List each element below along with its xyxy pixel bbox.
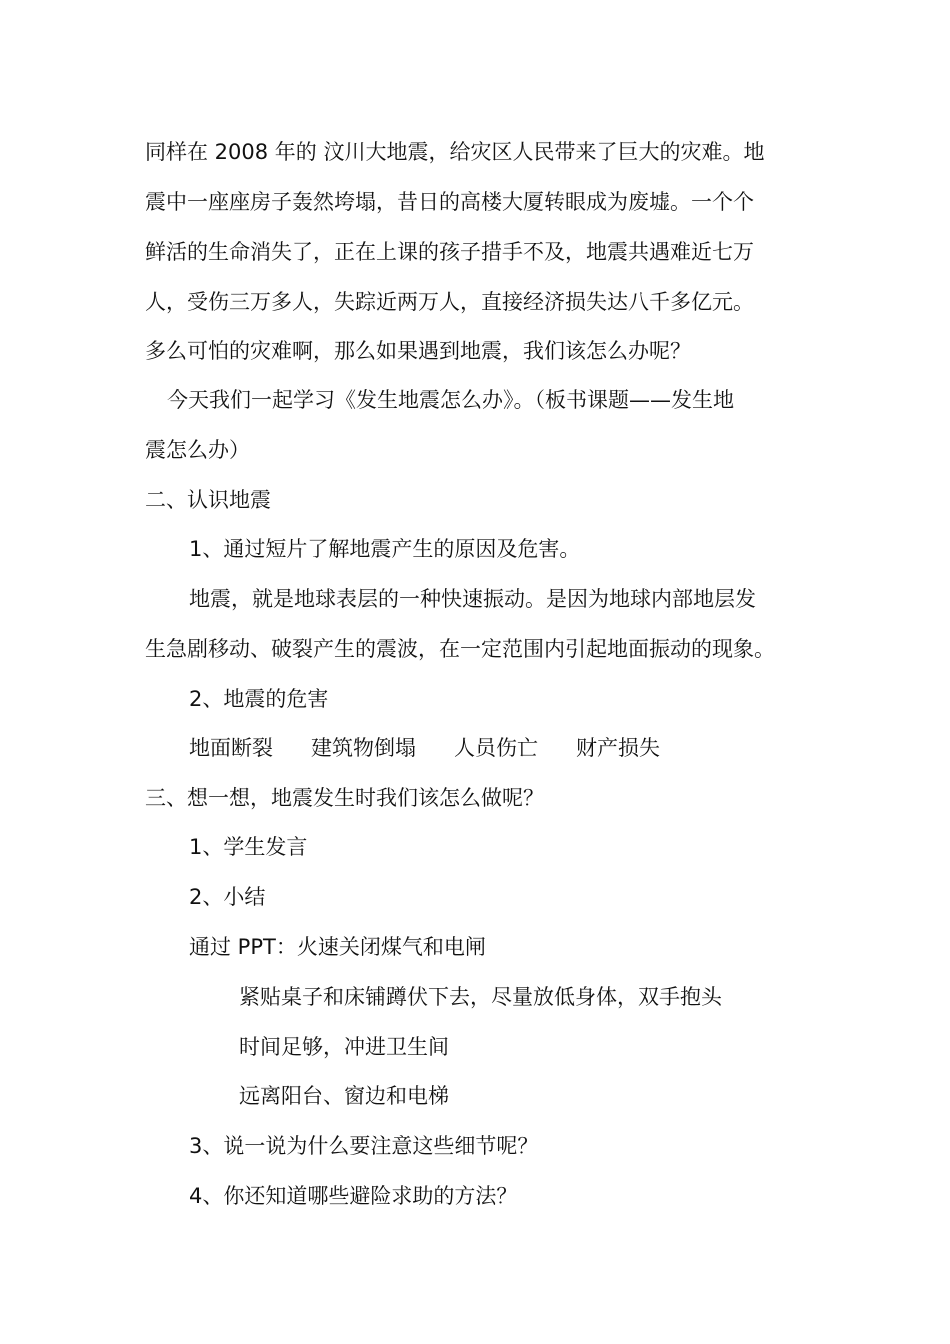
section-2-item-2: 2、地震的危害 xyxy=(189,687,329,711)
section-3-item-4: 4、你还知道哪些避险求助的方法？ xyxy=(189,1184,518,1208)
today-line-2: 震怎么办） xyxy=(145,438,250,462)
today-line-1: 今天我们一起学习《发生地震怎么办》。（板书课题——发生地 xyxy=(167,388,734,412)
ppt-point: 时间足够，冲进卫生间 xyxy=(239,1035,449,1059)
hazards-list xyxy=(189,733,660,763)
ppt-intro: 通过 PPT：火速关闭煤气和电闸 xyxy=(189,935,486,959)
section-2-heading: 二、认识地震 xyxy=(145,488,271,512)
intro-line-1: 同样在 2008 年的 汶川大地震，给灾区人民带来了巨大的灾难。地 xyxy=(145,140,765,164)
definition-line-2: 生急剧移动、破裂产生的震波，在一定范围内引起地面振动的现象。 xyxy=(145,637,775,661)
intro-line-3: 鲜活的生命消失了，正在上课的孩子措手不及，地震共遇难近七万 xyxy=(145,240,754,264)
section-3-heading: 三、想一想，地震发生时我们该怎么做呢？ xyxy=(145,786,544,810)
hazard-item: 财产损失 xyxy=(576,736,660,760)
intro-line-2: 震中一座座房子轰然垮塌，昔日的高楼大厦转眼成为废墟。一个个 xyxy=(145,190,754,214)
ppt-point: 远离阳台、窗边和电梯 xyxy=(239,1084,449,1108)
definition-line-1: 地震，就是地球表层的一种快速振动。是因为地球内部地层发 xyxy=(189,587,756,611)
section-3-item-1: 1、学生发言 xyxy=(189,835,308,859)
hazard-item: 地面断裂 xyxy=(189,736,273,760)
section-3-item-2: 2、小结 xyxy=(189,885,266,909)
intro-line-4: 人，受伤三万多人，失踪近两万人，直接经济损失达八千多亿元。 xyxy=(145,290,754,314)
ppt-point: 紧贴桌子和床铺蹲伏下去，尽量放低身体，双手抱头 xyxy=(239,985,722,1009)
hazard-item: 人员伤亡 xyxy=(454,736,538,760)
section-2-item-1: 1、通过短片了解地震产生的原因及危害。 xyxy=(189,537,581,561)
hazard-item: 建筑物倒塌 xyxy=(311,736,416,760)
section-3-item-3: 3、说一说为什么要注意这些细节呢？ xyxy=(189,1134,539,1158)
intro-line-5: 多么可怕的灾难啊，那么如果遇到地震，我们该怎么办呢？ xyxy=(145,339,691,363)
